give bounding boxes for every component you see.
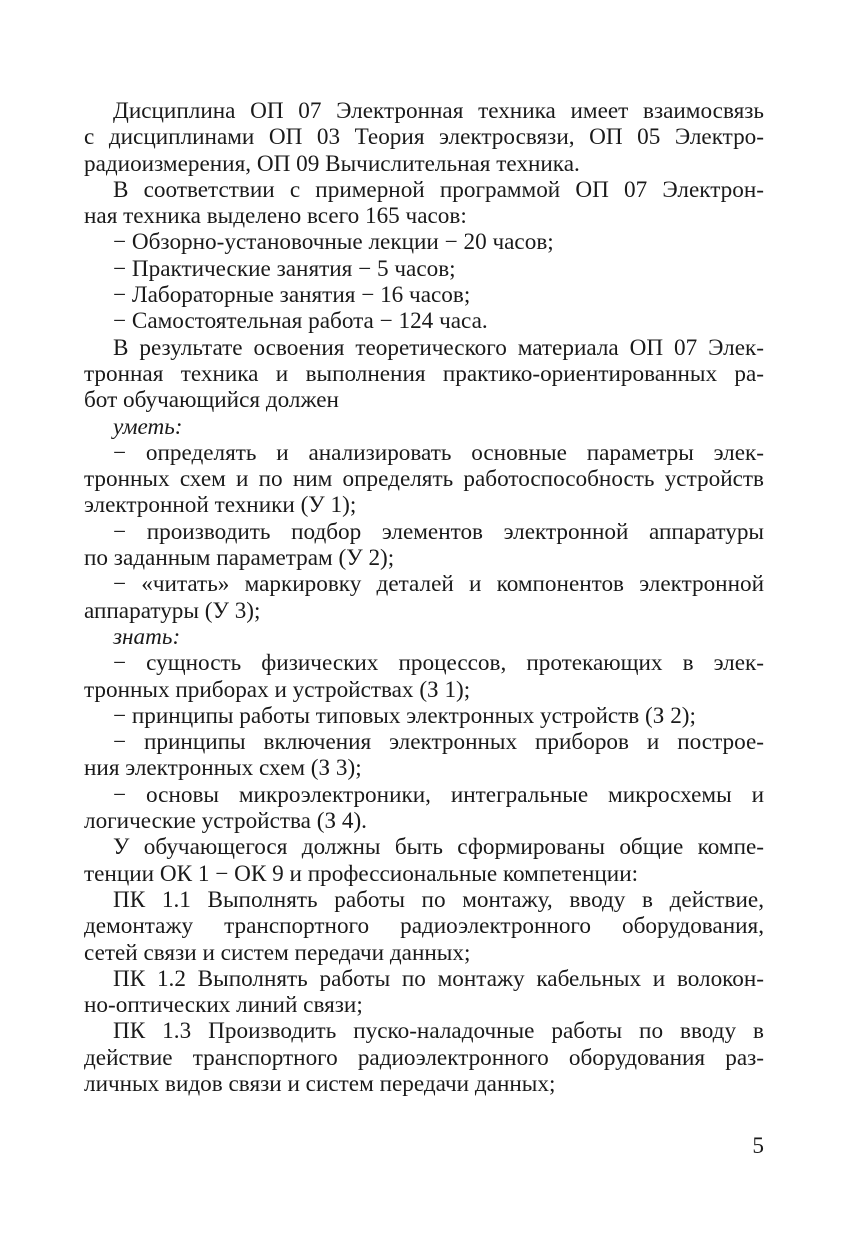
text-line: по заданным параметрам (У 2);: [84, 545, 395, 572]
text-line: ния электронных схем (З 3);: [84, 755, 362, 782]
text-line: − определять и анализировать основные параметры элек-: [113, 439, 764, 466]
text-line: − сущность физических процессов, протекающих в элек-: [113, 650, 764, 677]
text-line: личных видов связи и систем передачи данных;: [84, 1070, 556, 1097]
text-line: с дисциплинами ОП 03 Теория электросвязи, ОП 05 Электро-: [84, 124, 764, 151]
text-line: ПК 1.3 Производить пуско-наладочные работы по вводу в: [113, 1018, 764, 1045]
text-line: Дисциплина ОП 07 Электронная техника имеет взаимосвязь: [113, 98, 764, 124]
text-line: тронная техника и выполнения практико-ориентированных ра-: [84, 360, 764, 387]
text-line: − принципы включения электронных приборов и построе-: [113, 729, 764, 756]
text-line: − Лабораторные занятия − 16 часов;: [113, 282, 471, 309]
text-line: − принципы работы типовых электронных устройств (З 2);: [113, 702, 696, 729]
page-number: 5: [752, 1133, 764, 1159]
page-body: [84, 98, 764, 1097]
text-line: В результате освоения теоретического материала ОП 07 Элек-: [113, 334, 764, 361]
text-line: тронных схем и по ним определять работоспособность устройств: [84, 466, 764, 493]
text-line: − Обзорно-установочные лекции − 20 часов;: [113, 229, 554, 256]
text-line: логические устройства (З 4).: [84, 808, 367, 835]
text-line: − Практические занятия − 5 часов;: [113, 255, 456, 282]
text-line: радиоизмерения, ОП 09 Вычислительная техника.: [84, 150, 580, 177]
text-line: тронных приборах и устройствах (З 1);: [84, 676, 471, 703]
text-line: бот обучающийся должен: [84, 387, 339, 414]
text-line: − «читать» маркировку деталей и компонентов электронной: [113, 571, 764, 598]
text-line: ная техника выделено всего 165 часов:: [84, 203, 467, 230]
text-line: ПК 1.1 Выполнять работы по монтажу, вводу в действие,: [113, 886, 764, 913]
text-line: − Самостоятельная работа − 124 часа.: [113, 308, 488, 335]
section-label-line: уметь:: [113, 413, 183, 440]
section-label-line: знать:: [113, 623, 181, 650]
text-line: − производить подбор элементов электронной аппаратуры: [113, 518, 764, 545]
text-line: У обучающегося должны быть сформированы общие компе-: [113, 834, 764, 861]
text-line: но-оптических линий связи;: [84, 992, 363, 1019]
text-line: демонтажу транспортного радиоэлектронного оборудования,: [84, 913, 764, 940]
text-line: электронной техники (У 1);: [84, 492, 357, 519]
text-line: сетей связи и систем передачи данных;: [84, 939, 471, 966]
text-line: тенции ОК 1 − ОК 9 и профессиональные компетенции:: [84, 860, 639, 887]
text-line: В соответствии с примерной программой ОП 07 Электрон-: [113, 176, 764, 203]
text-line: аппаратуры (У 3);: [84, 597, 261, 624]
text-line: ПК 1.2 Выполнять работы по монтажу кабельных и волокон-: [113, 965, 764, 992]
text-line: действие транспортного радиоэлектронного оборудования раз-: [84, 1044, 764, 1071]
text-line: − основы микроэлектроники, интегральные микросхемы и: [113, 781, 764, 808]
